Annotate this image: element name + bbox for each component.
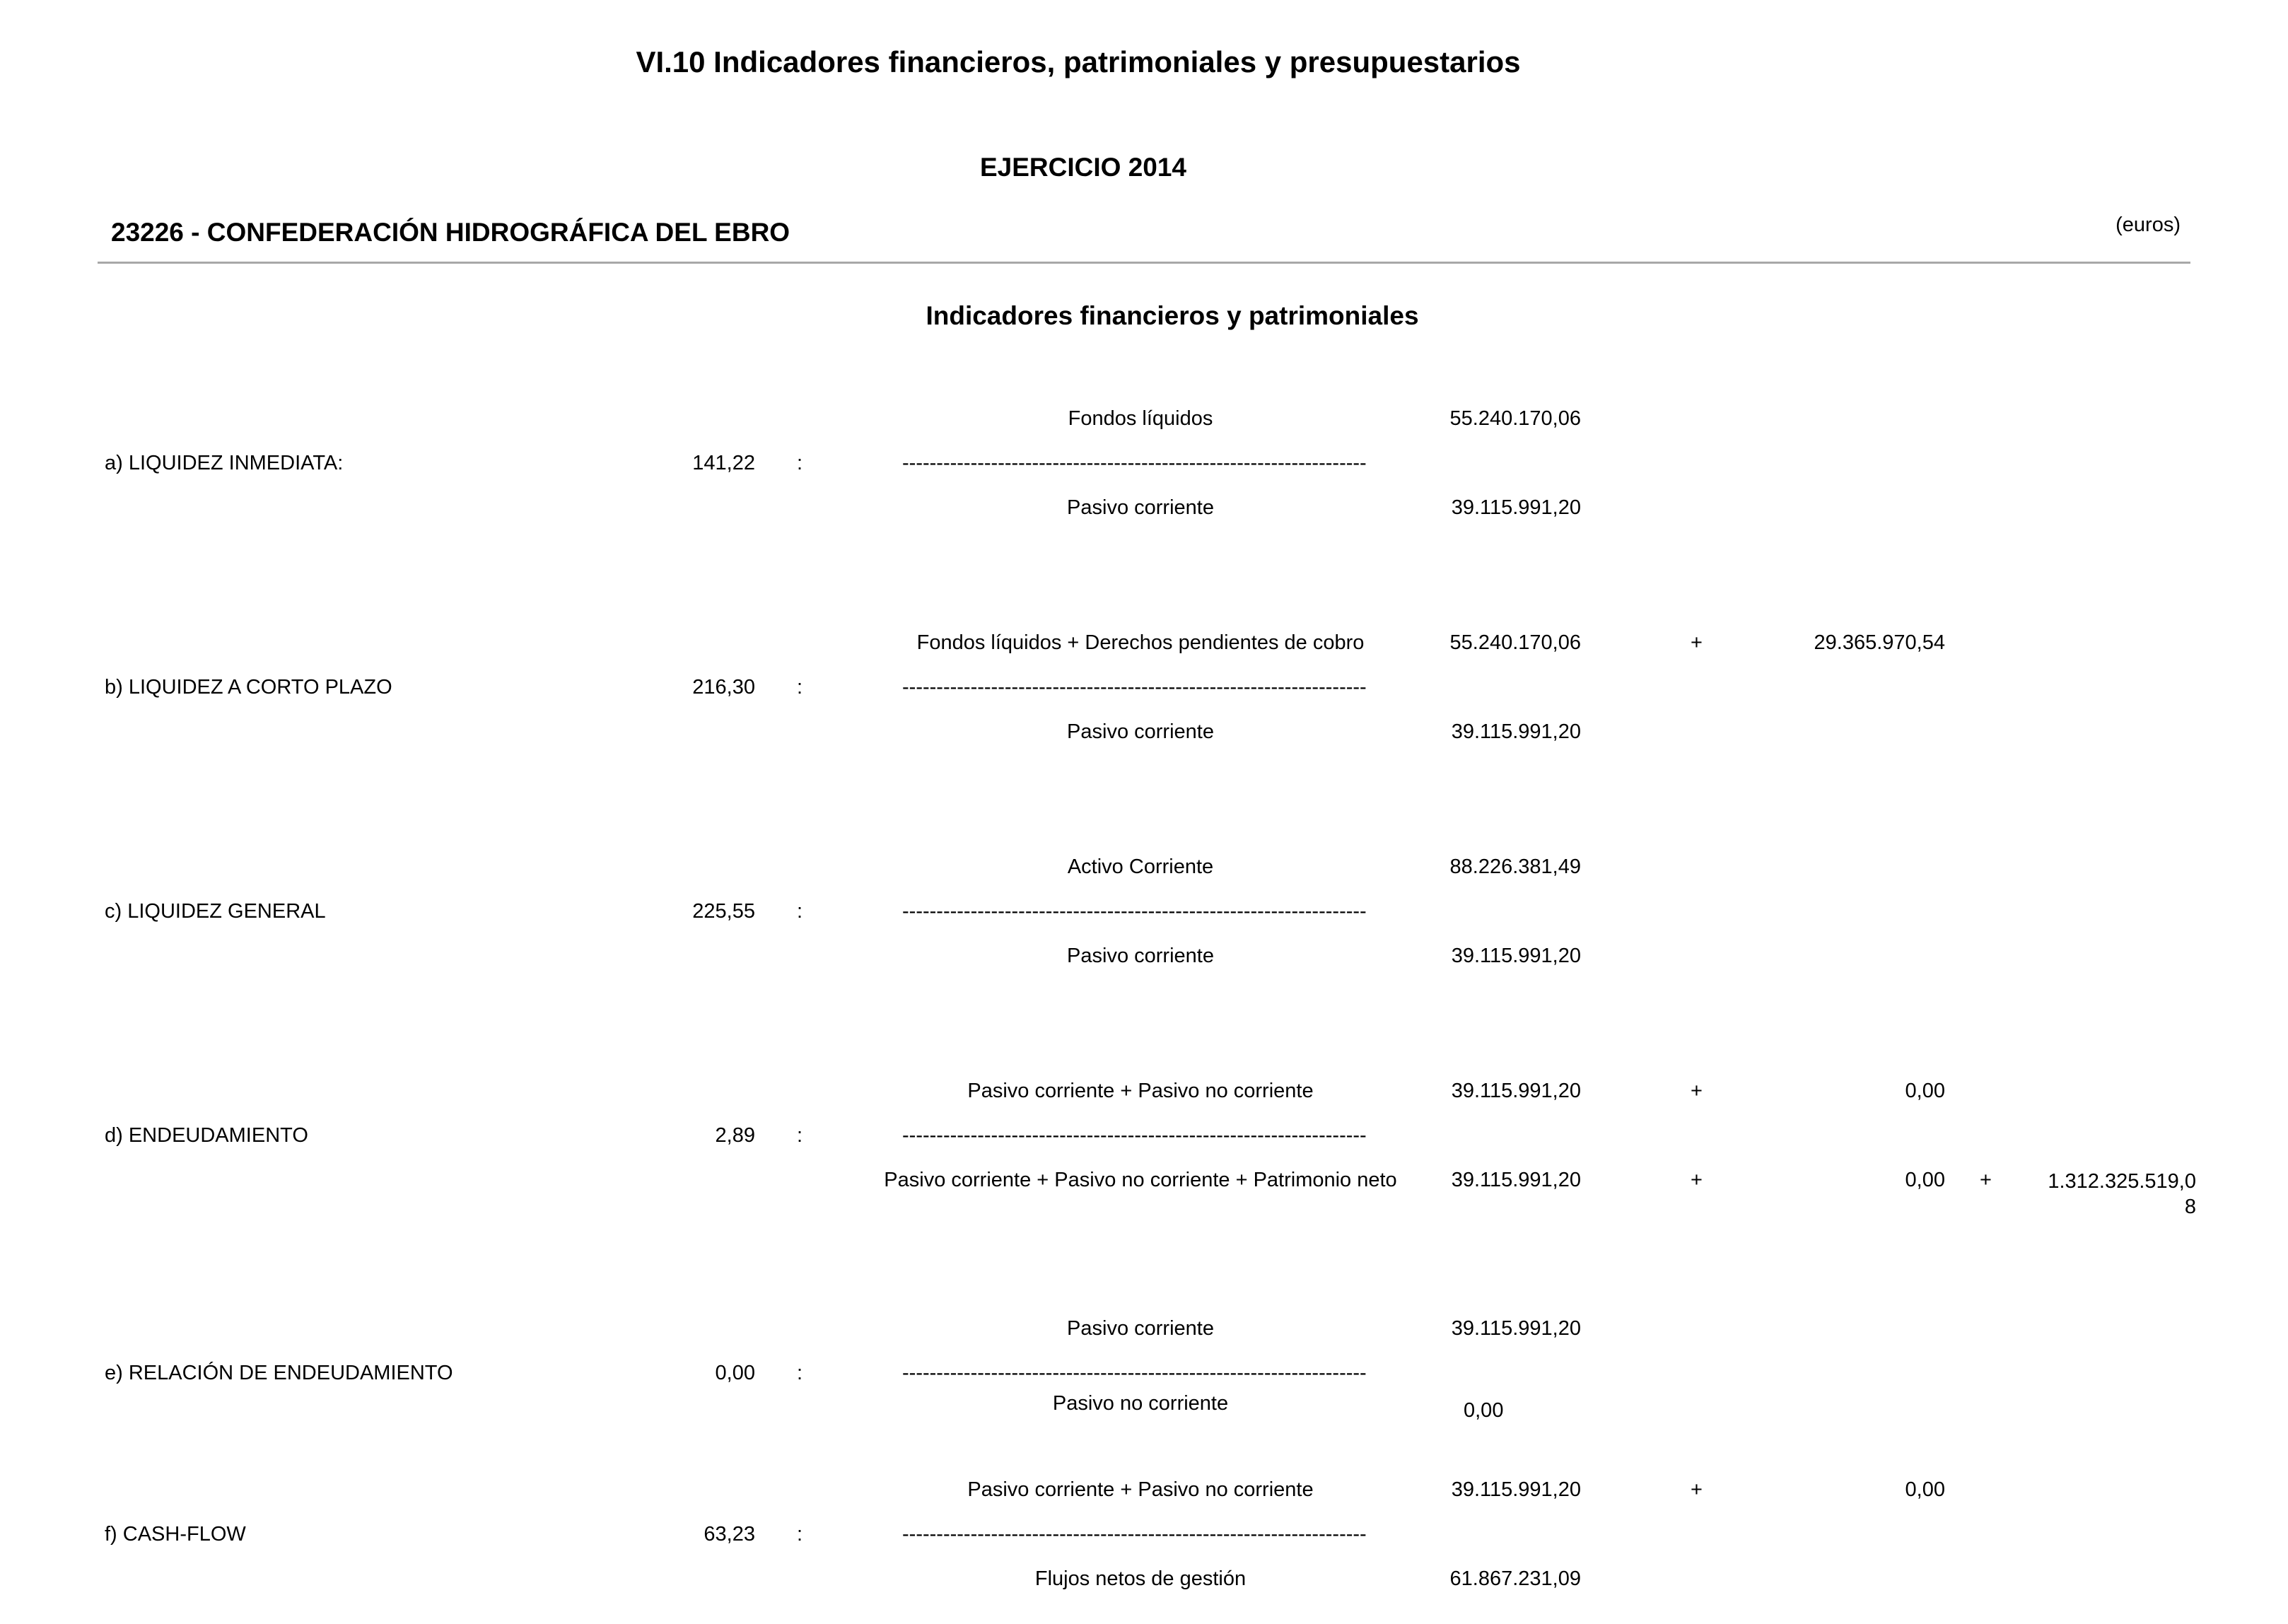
separator-colon: : — [797, 900, 803, 923]
numerator-value: 39.115.991,20 — [1451, 1080, 1581, 1102]
entity-heading: 23226 - CONFEDERACIÓN HIDROGRÁFICA DEL EBRO — [111, 218, 790, 247]
indicator-value: 216,30 — [692, 676, 755, 699]
separator-colon: : — [797, 676, 803, 699]
indicator-name: e) RELACIÓN DE ENDEUDAMIENTO — [105, 1362, 453, 1384]
separator-colon: : — [797, 1523, 803, 1546]
numerator-value: 55.240.170,06 — [1449, 631, 1581, 654]
denominator-value: 61.867.231,09 — [1449, 1567, 1581, 1590]
fraction-line: -------------------------------------------------------------------- — [902, 900, 1367, 923]
plus-sign: + — [1691, 631, 1703, 654]
plus-sign: + — [1980, 1169, 1992, 1191]
indicator-name: c) LIQUIDEZ GENERAL — [105, 900, 326, 923]
indicator-name: a) LIQUIDEZ INMEDIATA: — [105, 452, 344, 474]
numerator-value: 39.115.991,20 — [1451, 1478, 1581, 1501]
numerator-value: 39.115.991,20 — [1451, 1317, 1581, 1340]
indicator-value: 225,55 — [692, 900, 755, 923]
numerator-label: Fondos líquidos + Derechos pendientes de cobro — [916, 631, 1365, 654]
denominator-label: Pasivo corriente — [1067, 945, 1214, 967]
numerator-label: Activo Corriente — [1067, 855, 1214, 878]
numerator-label: Pasivo corriente — [1067, 1317, 1214, 1340]
denominator-value: 39.115.991,20 — [1451, 1169, 1581, 1191]
denominator-value-2: 0,00 — [1905, 1169, 1945, 1191]
indicator-relacion-endeudamiento — [0, 1317, 2288, 1444]
page-title: VI.10 Indicadores financieros, patrimoniales y presupuestarios — [636, 45, 1521, 78]
fraction-line: -------------------------------------------------------------------- — [902, 1523, 1367, 1546]
indicator-name: b) LIQUIDEZ A CORTO PLAZO — [105, 676, 392, 699]
currency-unit: (euros) — [2115, 214, 2181, 236]
indicator-value: 141,22 — [692, 452, 755, 474]
denominator-label: Pasivo corriente + Pasivo no corriente + Patrimonio neto — [884, 1169, 1397, 1191]
plus-sign: + — [1691, 1169, 1703, 1191]
plus-sign: + — [1691, 1080, 1703, 1102]
indicator-liquidez-general — [0, 855, 2288, 983]
fraction-line: -------------------------------------------------------------------- — [902, 676, 1367, 699]
fraction-line: -------------------------------------------------------------------- — [902, 1362, 1367, 1384]
denominator-label: Pasivo corriente — [1067, 496, 1214, 519]
separator-colon: : — [797, 452, 803, 474]
separator-colon: : — [797, 1362, 803, 1384]
indicator-cash-flow — [0, 1478, 2288, 1606]
denominator-value-3: 1.312.325.519,0 8 — [2048, 1170, 2196, 1218]
fiscal-year-heading: EJERCICIO 2014 — [979, 153, 1187, 182]
numerator-value: 55.240.170,06 — [1449, 407, 1581, 430]
indicator-value: 63,23 — [704, 1523, 755, 1546]
numerator-label: Pasivo corriente + Pasivo no corriente — [967, 1080, 1314, 1102]
indicator-liquidez-inmediata — [0, 407, 2288, 534]
header-divider — [98, 262, 2190, 264]
indicator-value: 2,89 — [715, 1124, 755, 1147]
numerator-value: 88.226.381,49 — [1449, 855, 1581, 878]
plus-sign: + — [1691, 1478, 1703, 1501]
separator-colon: : — [797, 1124, 803, 1147]
indicator-endeudamiento — [0, 1080, 2288, 1218]
denominator-value: 39.115.991,20 — [1451, 496, 1581, 519]
numerator-value-2: 0,00 — [1905, 1478, 1945, 1501]
indicator-value: 0,00 — [715, 1362, 755, 1384]
denominator-value: 0,00 — [1464, 1399, 1504, 1422]
denominator-label: Pasivo corriente — [1067, 720, 1214, 743]
numerator-value-2: 0,00 — [1905, 1080, 1945, 1102]
section-heading: Indicadores financieros y patrimoniales — [926, 301, 1419, 330]
fraction-line: -------------------------------------------------------------------- — [902, 1124, 1367, 1147]
denominator-value: 39.115.991,20 — [1451, 720, 1581, 743]
numerator-label: Pasivo corriente + Pasivo no corriente — [967, 1478, 1314, 1501]
denominator-label: Pasivo no corriente — [1052, 1392, 1229, 1415]
indicator-name: d) ENDEUDAMIENTO — [105, 1124, 308, 1147]
denominator-value: 39.115.991,20 — [1451, 945, 1581, 967]
fraction-line: -------------------------------------------------------------------- — [902, 452, 1367, 474]
numerator-label: Fondos líquidos — [1068, 407, 1213, 430]
numerator-value-2: 29.365.970,54 — [1814, 631, 1945, 654]
indicator-liquidez-corto-plazo — [0, 631, 2288, 759]
indicator-name: f) CASH-FLOW — [105, 1523, 246, 1546]
denominator-label: Flujos netos de gestión — [1034, 1567, 1247, 1590]
